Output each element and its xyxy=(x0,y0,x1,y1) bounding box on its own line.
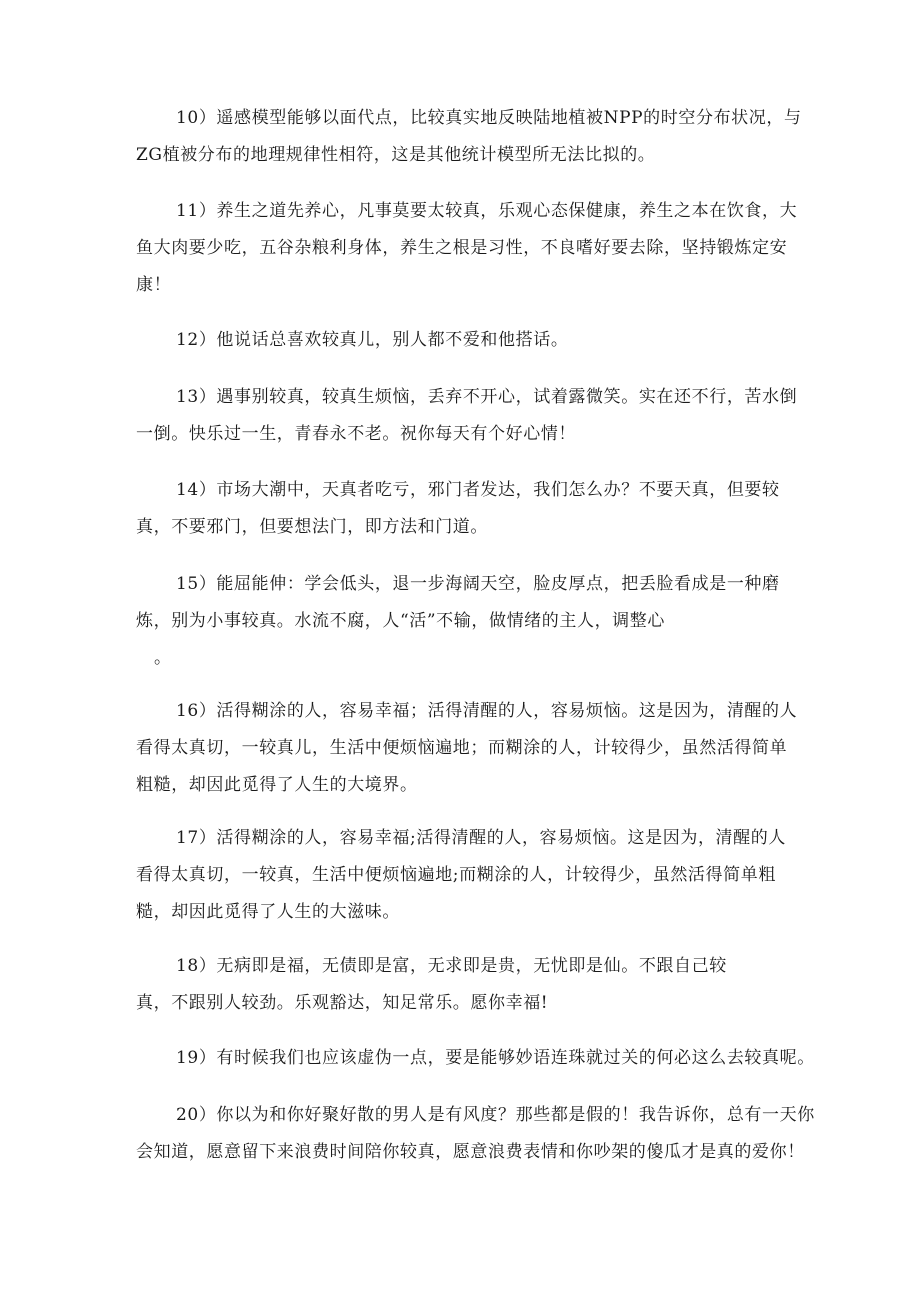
paragraph-line: 12）他说话总喜欢较真儿，别人都不爱和他搭话。 xyxy=(176,330,569,350)
paragraph-14 xyxy=(136,472,786,546)
paragraph-13 xyxy=(136,379,798,453)
paragraph-19 xyxy=(136,1040,815,1077)
paragraph-line: 14）市场大潮中，天真者吃亏，邪门者发达，我们怎么办？不要天真，但要较 xyxy=(176,480,780,500)
paragraph-11 xyxy=(136,193,798,304)
paragraph-line: 粗糙，却因此觅得了人生的大境界。 xyxy=(136,775,418,795)
paragraph-line: 19）有时候我们也应该虚伪一点，要是能够妙语连珠就过关的何必这么去较真呢。 xyxy=(176,1048,815,1068)
paragraph-line: 康！ xyxy=(136,275,172,295)
paragraph-line: ZG植被分布的地理规律性相符，这是其他统计模型所无法比拟的。 xyxy=(136,145,656,165)
paragraph-12 xyxy=(136,322,786,359)
paragraph-line: 炼，别为小事较真。水流不腐，人“活”不输，做情绪的主人，调整心 xyxy=(136,611,665,631)
paragraph-15 xyxy=(136,566,786,677)
paragraph-18 xyxy=(136,948,786,1022)
paragraph-line: 糙，却因此觅得了人生的大滋味。 xyxy=(136,902,400,922)
paragraph-20 xyxy=(136,1097,815,1171)
paragraph-line: 18）无病即是福，无债即是富，无求即是贵，无忧即是仙。不跟自己较 xyxy=(176,956,727,976)
paragraph-line: 17）活得糊涂的人，容易幸福;活得清醒的人，容易烦恼。这是因为，清醒的人 xyxy=(176,828,786,848)
paragraph-line: 。 xyxy=(154,648,172,668)
paragraph-line: 一倒。快乐过一生，青春永不老。祝你每天有个好心情！ xyxy=(136,424,576,444)
paragraph-line: 看得太真切，一较真，生活中便烦恼遍地;而糊涂的人，计较得少，虽然活得简单粗 xyxy=(136,865,776,885)
paragraph-line: 真，不跟别人较劲。乐观豁达，知足常乐。愿你幸福! xyxy=(136,993,549,1013)
paragraph-17 xyxy=(136,820,786,931)
paragraph-line: 看得太真切，一较真儿，生活中便烦恼遍地；而糊涂的人，计较得少，虽然活得简单 xyxy=(136,738,788,758)
paragraph-line: 真，不要邪门，但要想法门，即方法和门道。 xyxy=(136,517,488,537)
paragraph-10 xyxy=(136,100,802,174)
paragraph-16 xyxy=(136,693,798,804)
paragraph-line: 20）你以为和你好聚好散的男人是有风度？那些都是假的！我告诉你，总有一天你 xyxy=(176,1105,815,1125)
paragraph-line: 15）能屈能伸：学会低头，退一步海阔天空，脸皮厚点，把丢脸看成是一种磨 xyxy=(176,574,780,594)
paragraph-line: 鱼大肉要少吃，五谷杂粮利身体，养生之根是习性，不良嗜好要去除，坚持锻炼定安 xyxy=(136,238,788,258)
paragraph-line: 11）养生之道先养心，凡事莫要太较真，乐观心态保健康，养生之本在饮食，大 xyxy=(176,201,798,221)
paragraph-line: 13）遇事别较真，较真生烦恼，丢弃不开心，试着露微笑。实在还不行，苦水倒 xyxy=(176,387,798,407)
paragraph-line: 会知道，愿意留下来浪费时间陪你较真，愿意浪费表情和你吵架的傻瓜才是真的爱你！ xyxy=(136,1142,805,1162)
paragraph-line: 16）活得糊涂的人，容易幸福；活得清醒的人，容易烦恼。这是因为，清醒的人 xyxy=(176,701,798,721)
paragraph-line: 10）遥感模型能够以面代点，比较真实地反映陆地植被NPP的时空分布状况，与 xyxy=(176,108,802,128)
